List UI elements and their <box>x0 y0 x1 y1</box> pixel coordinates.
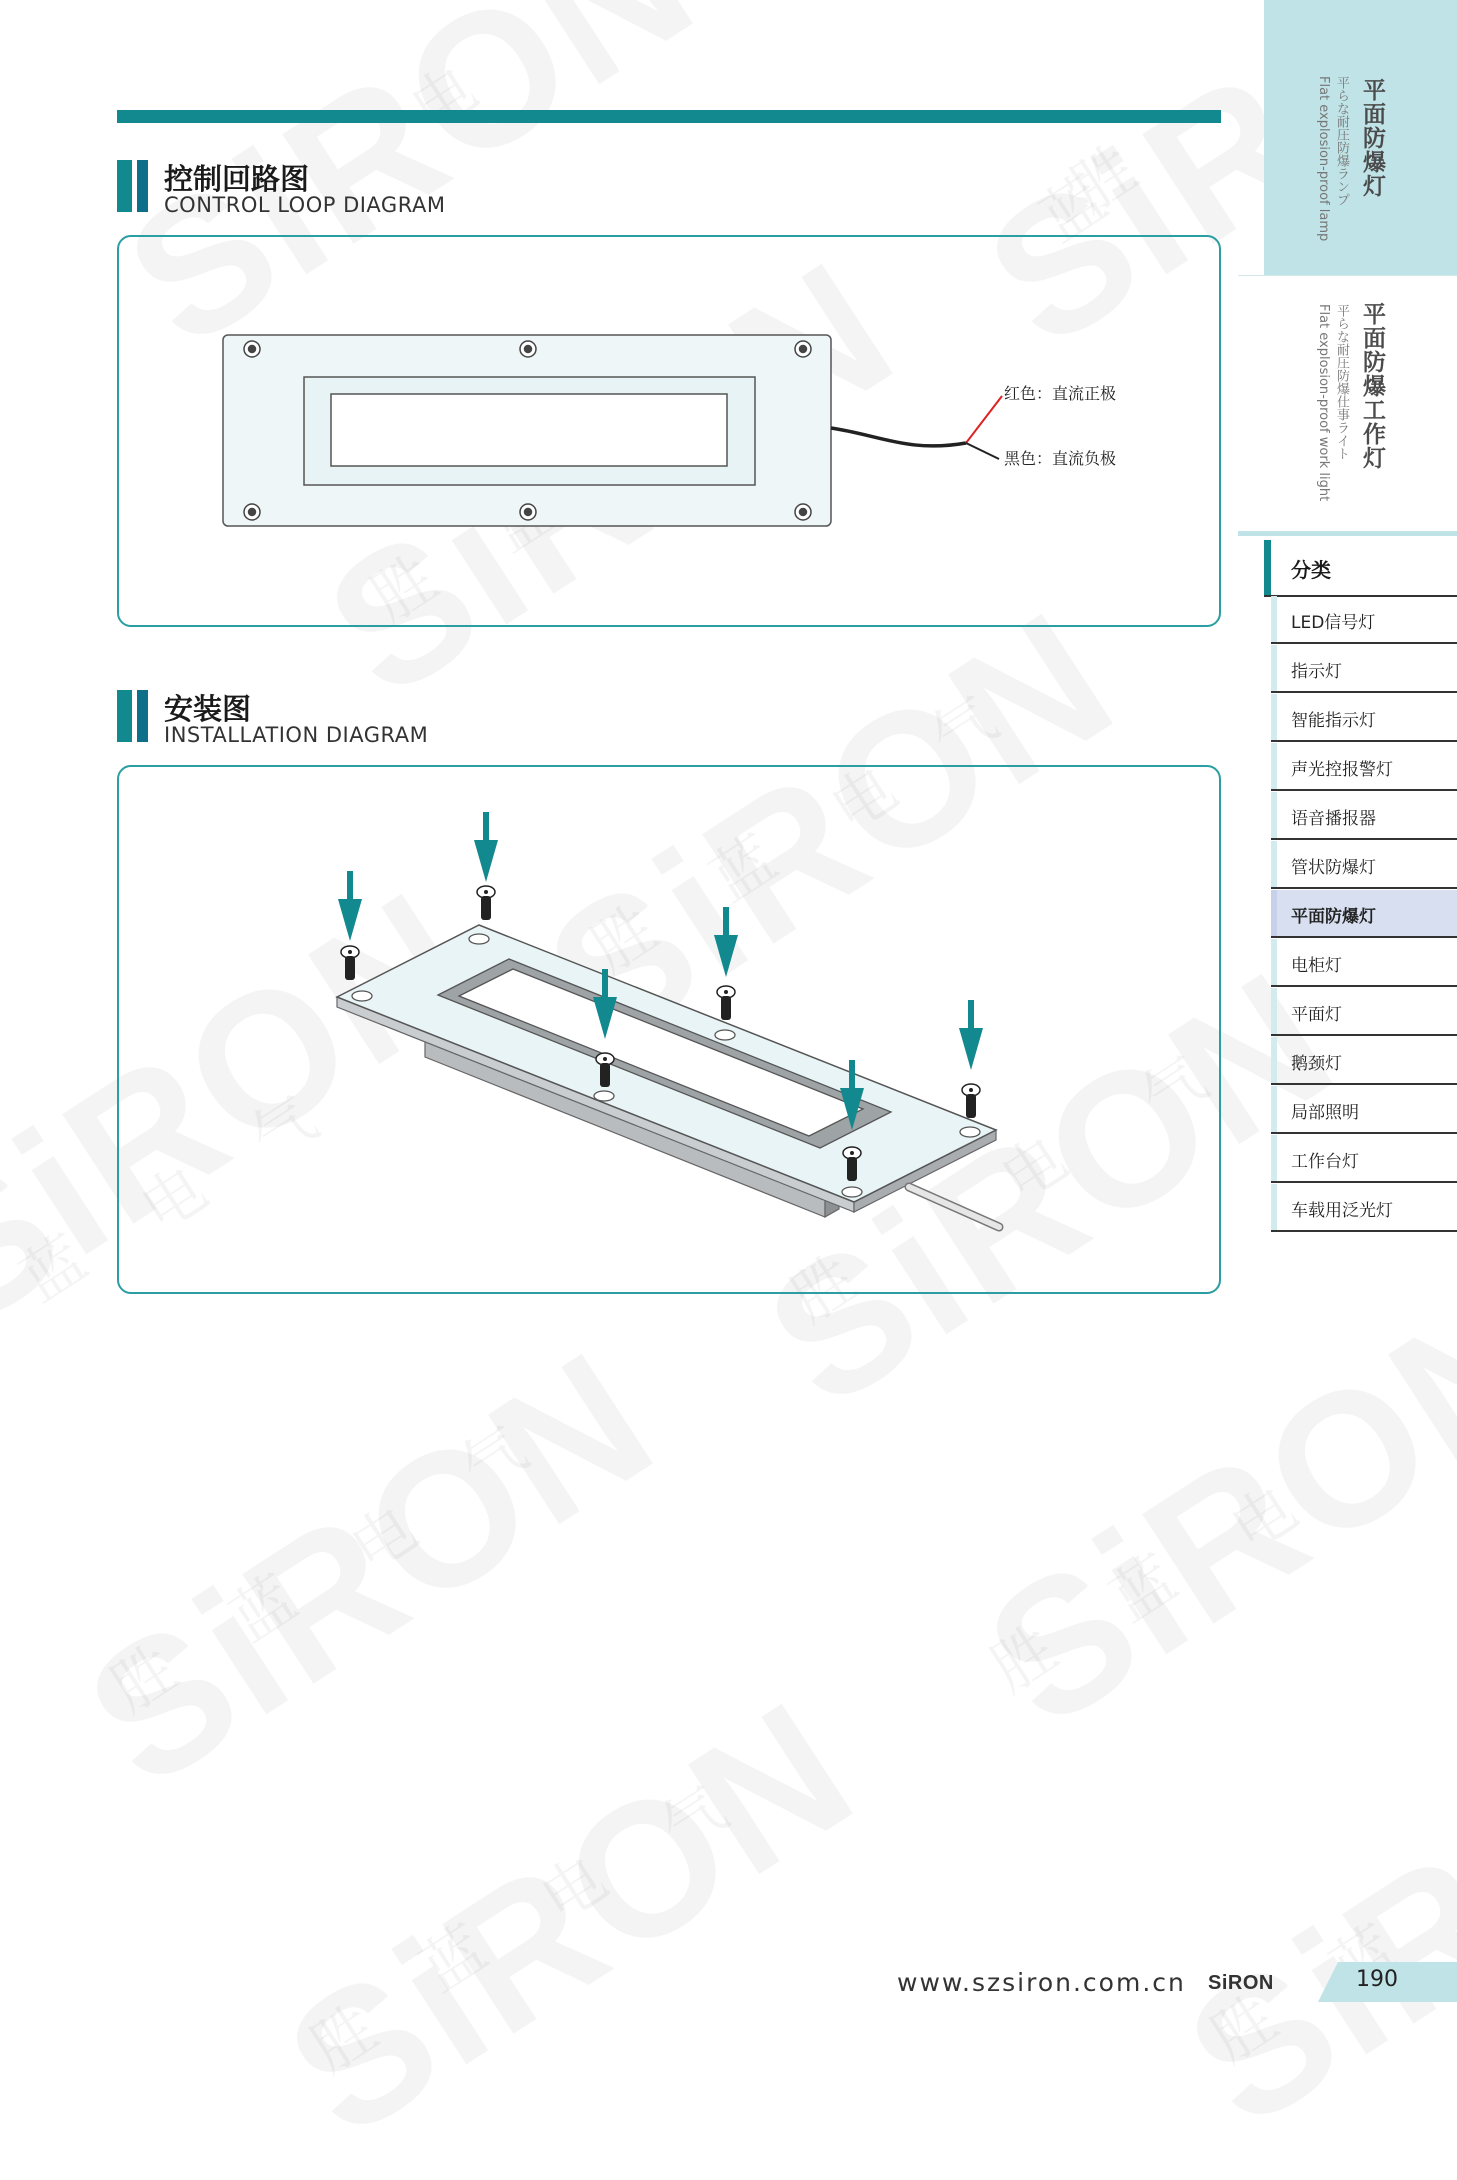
sidebar-item-work-lamp[interactable] <box>1271 1135 1457 1183</box>
footer-website-link[interactable]: www.szsiron.com.cn <box>897 1968 1186 1997</box>
sidebar-item-alarm-light[interactable] <box>1271 743 1457 791</box>
sidebar-item-cabinet-light[interactable] <box>1271 939 1457 987</box>
watermark-char <box>291 1980 391 2088</box>
sidebar-header-lamp <box>1264 0 1457 275</box>
section-marker <box>117 160 150 212</box>
sidebar-item-tube-lamp[interactable] <box>1271 841 1457 889</box>
sidebar-item-label: 声光控报警灯 <box>1291 760 1393 780</box>
sidebar-item-gooseneck[interactable] <box>1271 1037 1457 1085</box>
sidebar-item-label: LED信号灯 <box>1291 613 1376 633</box>
watermark-logo <box>951 1248 1457 1769</box>
sidebar-item-smart-indicator[interactable] <box>1271 694 1457 742</box>
installation-panel <box>117 765 1221 1294</box>
category-heading-label: 分类 <box>1291 558 1331 582</box>
sidebar-item-label: 车载用泛光灯 <box>1291 1201 1393 1221</box>
watermark-char <box>1 1210 101 1318</box>
sidebar-item-label: 平面防爆灯 <box>1291 907 1376 927</box>
watermark-char <box>391 40 491 148</box>
control-loop-panel <box>117 235 1221 627</box>
red-wire-label: 红色：直流正极 <box>1004 384 1117 403</box>
sidebar-item-label: 工作台灯 <box>1291 1152 1359 1172</box>
sidebar-sub-jp-worklight: 平らな耐圧防爆仕事ライト <box>1334 304 1349 460</box>
sidebar-item-vehicle-floodlight[interactable] <box>1271 1184 1457 1232</box>
watermark-char <box>1051 120 1151 228</box>
sidebar-title-worklight: 平面防爆工作灯 <box>1359 302 1385 470</box>
install-title-en: INSTALLATION DIAGRAM <box>164 723 429 747</box>
watermark-char <box>1091 1530 1191 1638</box>
sidebar-item-voice-broadcaster[interactable] <box>1271 792 1457 840</box>
control-title-cn: 控制回路图 <box>164 162 310 196</box>
sidebar-item-panel-light[interactable] <box>1271 988 1457 1036</box>
sidebar-item-label: 局部照明 <box>1291 1103 1359 1123</box>
sidebar-item-label: 智能指示灯 <box>1291 711 1376 731</box>
control-title-en: CONTROL LOOP DIAGRAM <box>164 193 446 217</box>
sidebar-item-label: 管状防爆灯 <box>1291 858 1376 878</box>
sidebar-item-label: 电柜灯 <box>1291 956 1342 976</box>
sidebar-item-flat-lamp[interactable] <box>1271 890 1457 938</box>
header-rule <box>117 110 1221 123</box>
category-heading <box>1264 540 1457 597</box>
watermark-char <box>641 1760 741 1868</box>
sidebar-header-worklight <box>1238 275 1457 536</box>
sidebar-item-label: 平面灯 <box>1291 1005 1342 1025</box>
watermark-char <box>401 1900 501 2008</box>
sidebar-item-label: 语音播报器 <box>1291 809 1376 829</box>
footer-brand-logo: SiRON <box>1208 1972 1274 1994</box>
watermark-logo <box>251 1658 891 2179</box>
sidebar-sub-en-worklight: Flat explosion-proof work light <box>1316 304 1331 502</box>
sidebar-item-indicator[interactable] <box>1271 645 1457 693</box>
section-marker <box>117 690 150 742</box>
watermark-char <box>911 670 1011 778</box>
watermark-logo <box>1151 1648 1457 2169</box>
installation-diagram <box>119 767 1219 1292</box>
page-number: 190 <box>1356 1967 1398 1992</box>
install-title-cn: 安装图 <box>164 692 252 726</box>
sidebar-item-local-lighting[interactable] <box>1271 1086 1457 1134</box>
category-marker <box>1264 540 1271 595</box>
watermark-char <box>331 1480 431 1588</box>
sidebar-item-label: 指示灯 <box>1291 662 1342 682</box>
sidebar-item-label: 鹅颈灯 <box>1291 1054 1342 1074</box>
sidebar-title-lamp: 平面防爆灯 <box>1359 78 1385 198</box>
black-wire-label: 黑色：直流负极 <box>1004 449 1117 468</box>
sidebar-sub-jp-lamp: 平らな耐圧防爆ランプ <box>1334 76 1349 206</box>
watermark-char <box>971 1600 1071 1708</box>
sidebar-item-led-signal[interactable] <box>1271 596 1457 644</box>
sidebar-sub-en-lamp: Flat explosion-proof lamp <box>1316 76 1331 242</box>
watermark-char <box>441 1400 541 1508</box>
watermark-char <box>211 1550 311 1658</box>
control-loop-diagram <box>119 237 1219 625</box>
watermark-char <box>1211 1460 1311 1568</box>
watermark-logo <box>51 1308 691 1829</box>
category-list <box>1271 596 1457 1233</box>
watermark-char <box>521 1830 621 1938</box>
watermark-char <box>91 1620 191 1728</box>
